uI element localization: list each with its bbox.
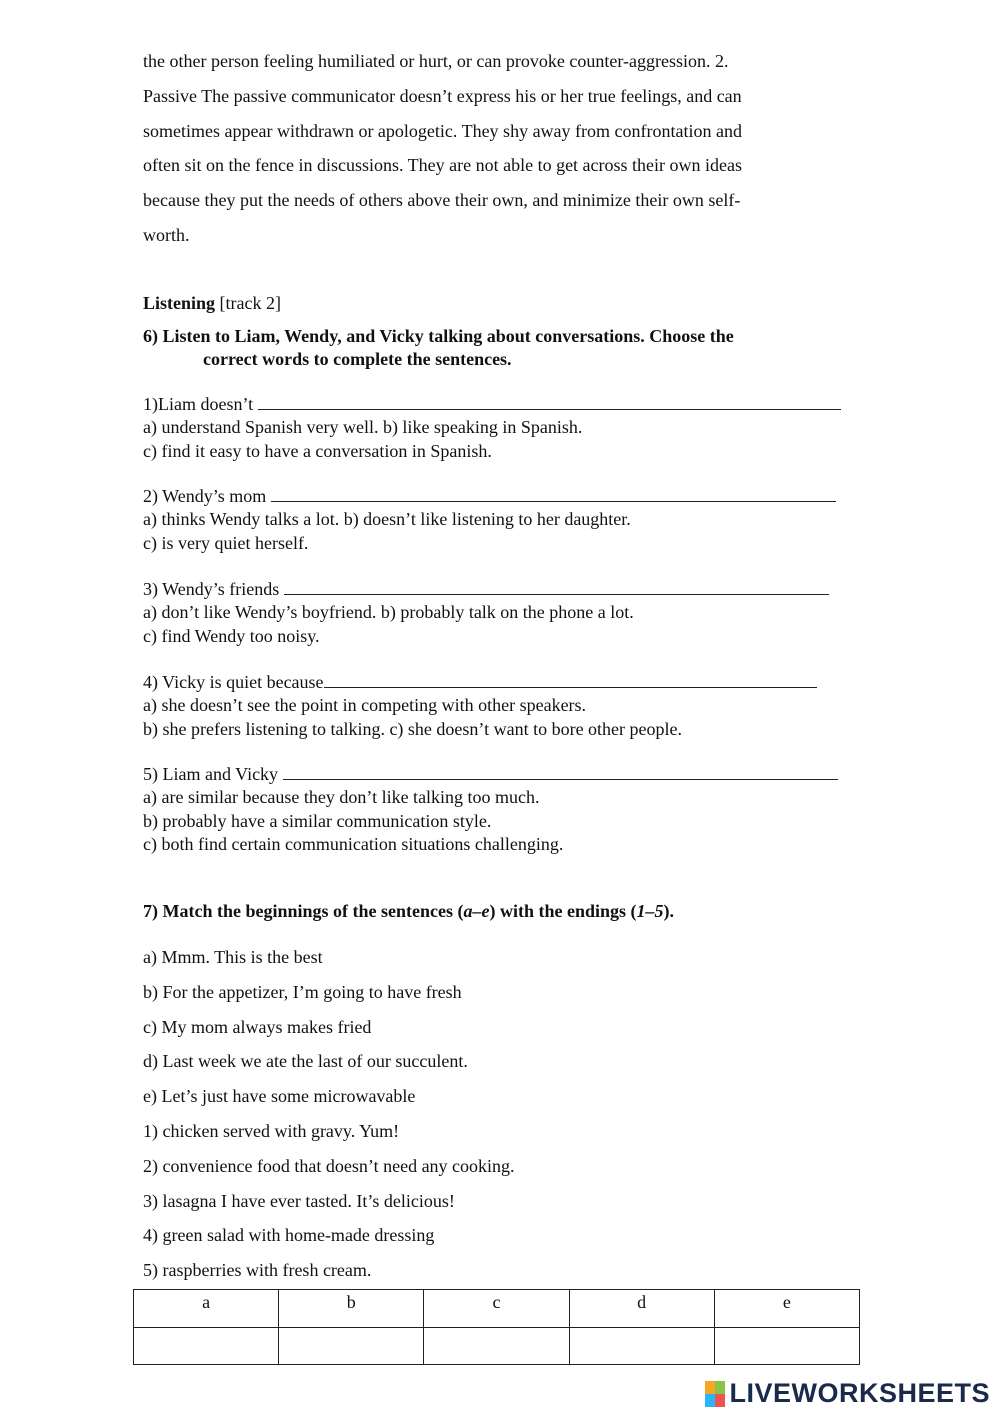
intro-line: the other person feeling humiliated or hurt, or can provoke counter-aggression. 2. (143, 51, 729, 71)
answer-blank[interactable] (283, 763, 838, 780)
match-ending: 5) raspberries with fresh cream. (143, 1260, 372, 1281)
q7-range-letters: a–e (463, 901, 490, 921)
item-stem: 1)Liam doesn’t (143, 394, 258, 414)
item-stem: 3) Wendy’s friends (143, 579, 284, 599)
q6-item-5 (143, 763, 863, 856)
match-beginning: a) Mmm. This is the best (143, 947, 323, 967)
q6-item-3 (143, 578, 863, 648)
option-line: c) both find certain communication situations challenging. (143, 833, 564, 854)
q6-item-1 (143, 393, 863, 463)
badge-square (715, 1394, 725, 1407)
answer-cell-e[interactable] (714, 1328, 859, 1365)
option-line: a) understand Spanish very well. b) like speaking in Spanish. (143, 417, 583, 438)
option-line: c) is very quiet herself. (143, 532, 309, 553)
intro-line: because they put the needs of others above their own, and minimize their own self- (143, 190, 741, 211)
q6-line: correct words to complete the sentences. (203, 349, 512, 369)
answer-blank[interactable] (258, 393, 841, 410)
q6-item-4 (143, 671, 863, 741)
intro-line: Passive The passive communicator doesn’t express his or her true feelings, and can (143, 85, 742, 106)
match-ending: 1) chicken served with gravy. Yum! (143, 1120, 400, 1141)
option-line: b) she prefers listening to talking. c) she doesn’t want to bore other people. (143, 718, 683, 739)
logo-badge-icon (705, 1381, 725, 1407)
match-beginning: b) For the appetizer, I’m going to have fresh (143, 981, 462, 1002)
match-beginning: c) My mom always makes fried (143, 1016, 372, 1037)
header-cell-e: e (714, 1290, 859, 1328)
answer-table-inputs (134, 1328, 860, 1365)
answer-cell-c[interactable] (424, 1328, 569, 1365)
option-line: a) she doesn’t see the point in competing with other speakers. (143, 695, 587, 716)
question-7-instruction (143, 898, 674, 924)
option-line: c) find it easy to have a conversation in Spanish. (143, 440, 492, 461)
badge-square (705, 1394, 715, 1407)
liveworksheets-logo (705, 1378, 990, 1409)
q7-range-numbers: 1–5 (636, 901, 664, 921)
question-6-instruction (143, 325, 843, 371)
q6-item-2 (143, 485, 863, 555)
header-cell-a: a (134, 1290, 279, 1328)
match-ending: 3) lasagna I have ever tasted. It’s delicious! (143, 1190, 455, 1211)
item-stem: 4) Vicky is quiet because (143, 672, 324, 692)
item-stem: 2) Wendy’s mom (143, 486, 271, 506)
intro-line: sometimes appear withdrawn or apologetic. They shy away from confrontation and (143, 120, 742, 141)
q7-text: 7) Match the beginnings of the sentences ( (143, 901, 464, 921)
intro-paragraph (143, 44, 833, 253)
match-beginning: e) Let’s just have some microwavable (143, 1086, 416, 1107)
answer-cell-a[interactable] (134, 1328, 279, 1365)
q6-line: 6) Listen to Liam, Wendy, and Vicky talking about conversations. Choose the (143, 326, 734, 346)
option-line: b) probably have a similar communication style. (143, 810, 492, 831)
answer-blank[interactable] (284, 578, 829, 595)
badge-square (705, 1381, 715, 1394)
match-ending: 4) green salad with home-made dressing (143, 1225, 435, 1246)
option-line: a) are similar because they don’t like talking too much. (143, 787, 540, 808)
header-cell-d: d (569, 1290, 714, 1328)
answer-cell-d[interactable] (569, 1328, 714, 1365)
answer-table (133, 1289, 860, 1365)
q7-text: ) with the endings ( (489, 901, 637, 921)
header-cell-b: b (279, 1290, 424, 1328)
header-cell-c: c (424, 1290, 569, 1328)
match-ending: 2) convenience food that doesn’t need any cooking. (143, 1155, 515, 1176)
answer-table-header (134, 1290, 860, 1328)
option-line: a) thinks Wendy talks a lot. b) doesn’t like listening to her daughter. (143, 509, 631, 530)
answer-blank[interactable] (324, 671, 817, 688)
option-line: c) find Wendy too noisy. (143, 625, 320, 646)
listening-heading (143, 290, 281, 316)
item-stem: 5) Liam and Vicky (143, 764, 283, 784)
answer-cell-b[interactable] (279, 1328, 424, 1365)
q7-text: ). (663, 901, 674, 921)
logo-text: LIVEWORKSHEETS (729, 1378, 990, 1408)
listening-title: Listening (143, 293, 216, 313)
match-beginning: d) Last week we ate the last of our succulent. (143, 1051, 468, 1072)
answer-blank[interactable] (271, 485, 836, 502)
matching-list (143, 940, 515, 1288)
listening-track: [track 2] (215, 293, 281, 313)
option-line: a) don’t like Wendy’s boyfriend. b) probably talk on the phone a lot. (143, 602, 634, 623)
intro-line: often sit on the fence in discussions. They are not able to get across their own ideas (143, 155, 743, 176)
intro-line: worth. (143, 224, 190, 245)
badge-square (715, 1381, 725, 1394)
